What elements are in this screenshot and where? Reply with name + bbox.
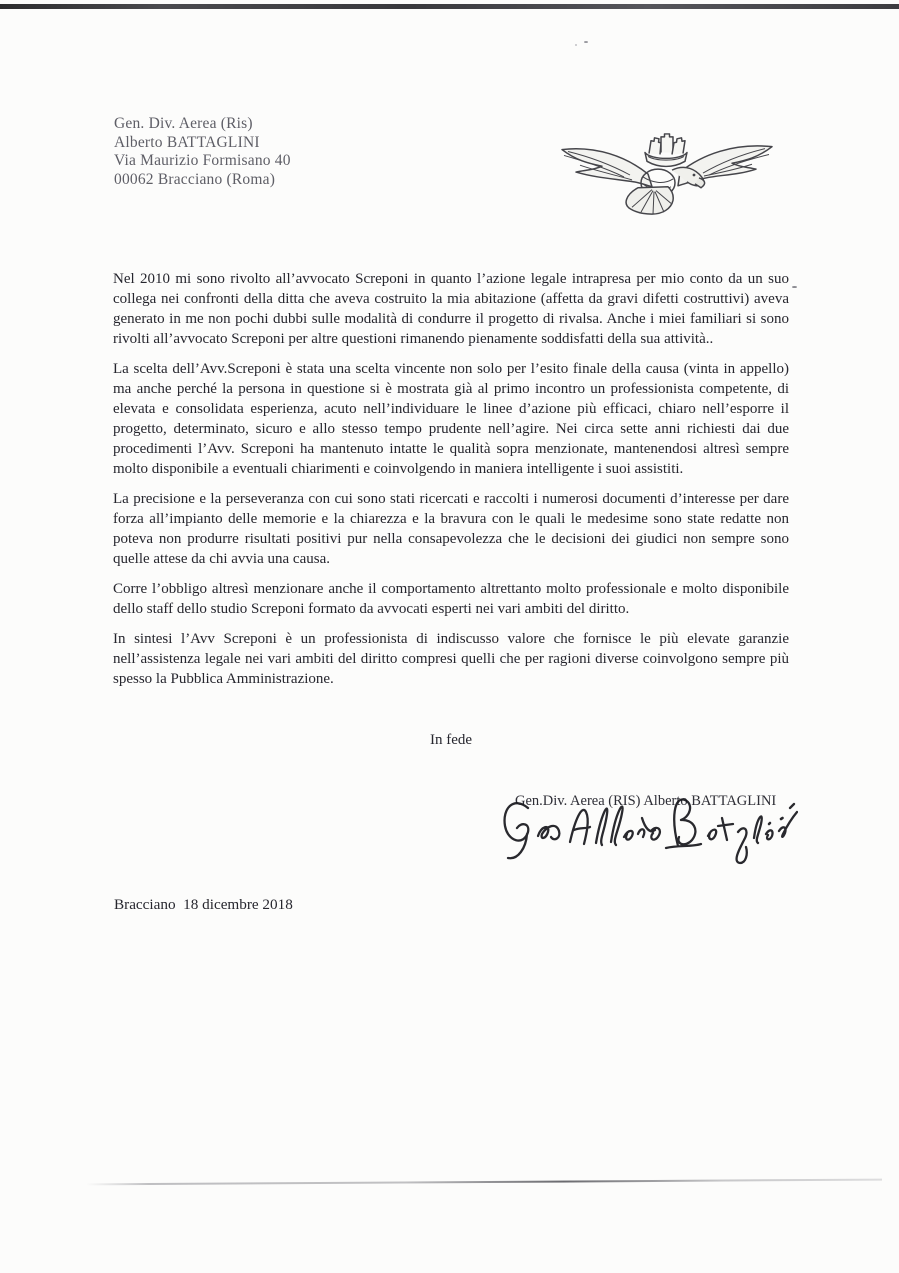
date-place-line: Bracciano 18 dicembre 2018 (114, 896, 293, 913)
sender-line: Alberto BATTAGLINI (114, 133, 260, 151)
scan-edge-artifact (0, 4, 899, 9)
scan-speck (584, 41, 588, 43)
eagle-emblem-icon (560, 131, 775, 219)
sender-line: 00062 Bracciano (Roma) (114, 170, 276, 188)
scan-line-artifact (86, 1179, 882, 1186)
letter-paragraph: In sintesi l’Avv Screponi è un professionista di indiscusso valore che fornisce le più elevate garanzie nell’assistenza legale nei vari ambiti del diritto compresi quelli che per ragioni diverse coinvolgono sempre più spesso la Pubblica Amministrazione. (113, 631, 789, 687)
letter-body (113, 269, 789, 699)
sender-line: Gen. Div. Aerea (Ris) (114, 115, 253, 132)
letter-paragraph: Corre l’obbligo altresì menzionare anche il comportamento altrettanto molto professionale e molto disponibile dello staff dello studio Screponi formato da avvocati esperti nei vari ambiti del diritto. (113, 581, 789, 617)
scan-speck (575, 44, 577, 46)
letter-paragraph: La scelta dell’Avv.Screponi è stata una scelta vincente non solo per l’esito finale della causa (vinta in appello) ma anche perché la persona in questione si è mostrata già al primo incontro un professionista competente, di elevata e consolidata esperienza, acuto nell’individuare le linee d’azione più efficaci, chiaro nell’esporre il progetto, determinato, sicuro e allo stesso tempo prudente nell’agire. Nei circa sette anni richiesti dai due procedimenti l’Avv. Screponi ha mantenuto intatte le qualità sopra menzionate, mantenendosi altresì sempre molto disponibile a eventuali chiarimenti e coinvolgendo in maniera intelligente i suoi assistiti. (113, 361, 789, 477)
letter-paragraph: La precisione e la perseveranza con cui sono stati ricercati e raccolti i numerosi documenti d’interesse per dare forza all’impianto delle memorie e la chiarezza e la bravura con le quali le medesime sono state redatte non poteva non produrre risultati positivi pur nella consapevolezza che le decisioni dei giudici non sempre sono quelle attese da chi avvia una causa. (113, 491, 789, 567)
sender-address-block (114, 115, 291, 189)
valediction: In fede (429, 732, 473, 748)
typed-signature-line: Gen.Div. Aerea (RIS) Alberto BATTAGLINI (515, 793, 777, 809)
scan-speck (792, 286, 797, 288)
sender-line: Via Maurizio Formisano 40 (114, 152, 291, 170)
letter-paragraph: Nel 2010 mi sono rivolto all’avvocato Screponi in quanto l’azione legale intrapresa per mio conto da un suo collega nei confronti della ditta che aveva costruito la mia abitazione (affetta da gravi difetti costruttivi) aveva generato in me non pochi dubbi sulle modalità di condurre il progetto di rivalsa. Anche i miei familiari si sono rivolti all’avvocato Screponi per altre questioni rimanendo pienamente soddisfatti della sua attività.. (113, 271, 789, 347)
handwritten-signature (498, 786, 798, 866)
